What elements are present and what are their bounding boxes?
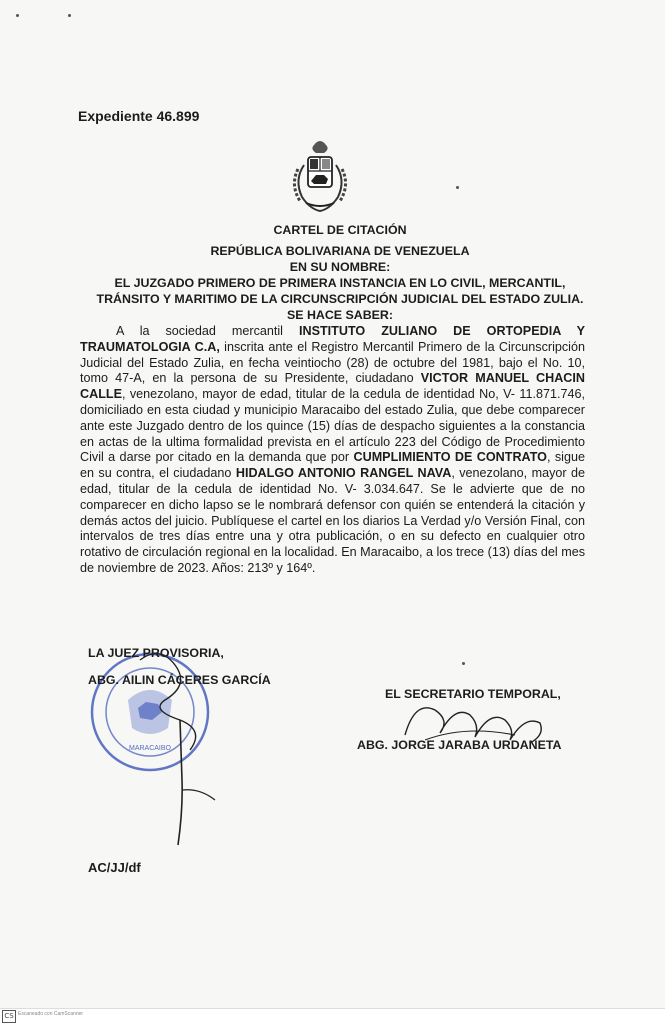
document-initials: AC/JJ/df [88,860,141,875]
expediente-number: Expediente 46.899 [78,108,200,124]
president-name: VICTOR MANUEL CHACIN CALLE [80,371,585,402]
svg-text:MARACAIBO: MARACAIBO [128,745,172,752]
judge-title: LA JUEZ PROVISORIA, [88,646,224,660]
scanner-footer [0,1008,665,1025]
camscanner-logo-icon: CS [2,1010,16,1023]
plaintiff-name: HIDALGO ANTONIO RANGEL NAVA [235,466,452,481]
body-text-span: , venezolano, mayor de edad, titular de la cedula de identidad No. V- 3.034.647. Se le advierte que de no comparecer en dicho lapso se le nombrará defensor con quién se entenderá la citación y demás actos del juicio. Publíquese el cartel en los diarios La Verdad y/o Versión Final, con intervalos de tres días entre una y otra publicación, o en su defecto en cualquier otro rotativo de circulación regional en la localidad. En Maracaibo, a los trece (13) días del mes de noviembre de 2023. Años: 213º y 164º. [80,466,585,575]
coat-of-arms-icon [284,135,356,215]
secretary-name: ABG. JORGE JARABA URDANETA [357,738,562,752]
judge-signature-icon [120,640,230,860]
body-text-span: , venezolano, mayor de edad, titular de la cedula de identidad No, V- 11.871.746, domiciliado en esta ciudad y municipio Maracaibo del estado Zulia, que debe comparecer ante este Juzgado dentro de los quince (15) días de despacho siguientes a la constancia en actas de la ultima formalidad prevista en el artículo 223 del Código de Procedimiento Civil a darse por citado en la demanda que por [80,387,585,465]
scanner-credit: Escaneado con CamScanner [18,1011,84,1017]
heading-en-su-nombre: EN SU NOMBRE: [289,260,391,274]
heading-juzgado-line1: EL JUZGADO PRIMERO DE PRIMERA INSTANCIA EN LO CIVIL, MERCANTIL, [114,276,566,290]
company-name: INSTITUTO ZULIANO DE ORTOPEDIA Y TRAUMATOLOGIA C.A, [80,324,585,354]
citation-body [80,324,585,577]
secretary-title: EL SECRETARIO TEMPORAL, [385,687,561,701]
heading-cartel: CARTEL DE CITACIÓN [273,223,407,237]
heading-republica: REPÚBLICA BOLIVARIANA DE VENEZUELA [210,244,470,258]
body-text-span: inscrita ante el Registro Mercantil Primero de la Circunscripción Judicial del Estado Zulia, en fecha veintiocho (28) de octubre del 1981, bajo el No. 10, tomo 47-A, en la persona de su Presidente, ciudadano [80,339,585,386]
body-text-span: , sigue en su contra, el ciudadano [80,450,585,481]
scan-speck [462,662,465,665]
heading-juzgado-line2: TRÁNSITO Y MARITIMO DE LA CIRCUNSCRIPCIÓN JUDICIAL DEL ESTADO ZULIA. [96,292,584,306]
judge-name: ABG. AILIN CÁCERES GARCÍA [88,673,271,687]
body-text-span: A la sociedad mercantil [116,324,299,338]
heading-se-hace-saber: SE HACE SABER: [286,308,394,322]
claim-type: CUMPLIMIENTO DE CONTRATO [353,450,547,465]
secretary-signature-icon [395,695,555,750]
scan-speck [68,14,71,17]
scan-speck [16,14,19,17]
scan-speck [456,186,459,189]
